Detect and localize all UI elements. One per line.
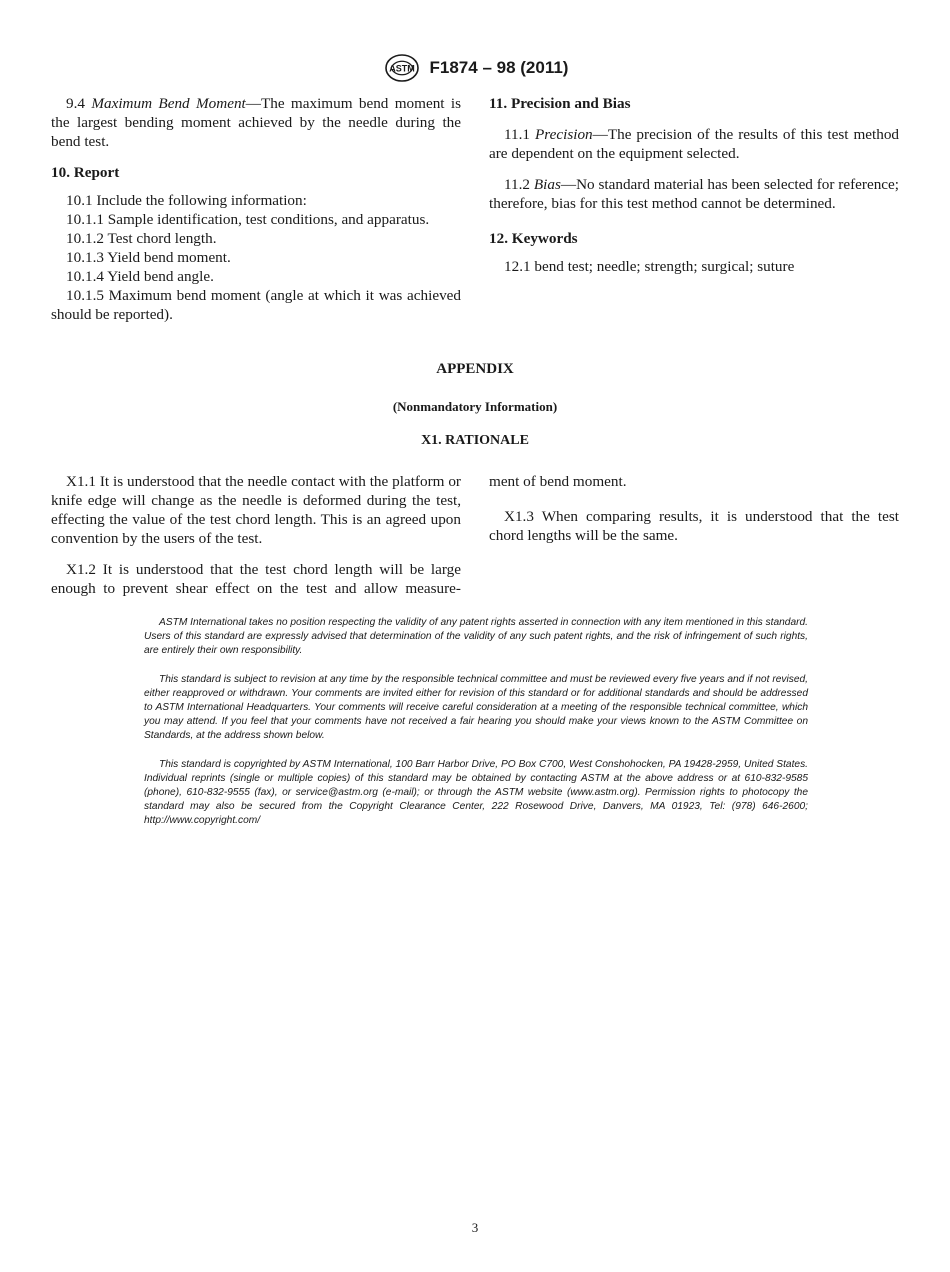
paragraph-x1-2: X1.2 It is understood that the test chord length will be large enough to prevent shear effect on the test and allow measure- [51,561,461,597]
list-item: 10.1.4 Yield bend angle. [66,268,214,285]
paragraph-x1-2-continued: ment of bend moment. [489,473,627,490]
section-heading-precision-bias: 11. Precision and Bias [489,95,631,112]
paragraph-body: —The precision of the results of this test method are dependent on the equipment selected. [489,126,900,162]
list-item: 10.1 Include the following information: [66,192,307,209]
paragraph-9-4 [51,94,461,151]
paragraph-x1-1: X1.1 It is understood that the needle contact with the platform or knife edge will change as the needle is deformed during the test, effecting the value of the test chord length. This is an agreed upon convention by the users of the test. [51,473,461,547]
logo-text: ASTM [388,63,415,74]
paragraph-number: 11.1 [504,126,531,143]
patent-notice: ASTM International takes no position respecting the validity of any patent rights asserted in connection with any item mentioned in this standard. Users of this standard are expressly advised that determination of the validity of any such patent rights, and the risk of infringement of such rights, are entirely their own responsibility. [144,617,808,656]
list-item: 10.1.1 Sample identification, test conditions, and apparatus. [66,211,430,228]
section-heading-report: 10. Report [51,164,120,181]
appendix-title: APPENDIX [436,361,514,377]
revision-notice: This standard is subject to revision at any time by the responsible technical committee and must be reviewed every five years and if not revised, either reapproved or withdrawn. Your comments are invited either for revision of this standard or for additional standards and should be addressed to ASTM International Headquarters. Your comments will receive careful consideration at a meeting of the responsible technical committee, which you may attend. If you feel that your comments have not received a fair hearing you should make your views known to the ASTM Committee on Standards, at the address shown below. [144,674,808,741]
paragraph-number: 9.4 [66,95,85,112]
list-item: 10.1.3 Yield bend moment. [66,249,231,266]
paragraph-body: —The maximum bend moment is the largest bending moment achieved by the needle during the bend test. [51,95,461,150]
page-number: 3 [471,1220,479,1235]
astm-logo-icon [382,53,422,83]
paragraph-x1-3: X1.3 When comparing results, it is understood that the test chord lengths will be the same. [489,508,899,544]
appendix-subtitle: (Nonmandatory Information) [392,399,558,414]
legal-notices [144,616,808,828]
paragraph-12-1: 12.1 bend test; needle; strength; surgical; suture [504,258,795,275]
appendix-left-column [51,472,461,598]
defined-term: Bias [533,176,561,193]
copyright-notice: This standard is copyrighted by ASTM International, 100 Barr Harbor Drive, PO Box C700, West Conshohocken, PA 19428-2959, United States. Individual reprints (single or multiple copies) of this standard may be obtained by contacting ASTM at the above address or at 610-832-9585 (phone), 610-832-9555 (fax), or service@astm.org (e-mail); or through the ASTM website (www.astm.org). Permission rights to photocopy the standard may also be secured from the Copyright Clearance Center, 222 Rosewood Drive, Danvers, MA 01923, Tel: (978) 646-2600; http://www.copyright.com/ [144,759,808,826]
paragraph-body: —No standard material has been selected for reference; therefore, bias for this test method cannot be determined. [489,176,899,212]
right-column [489,94,899,276]
paragraph-11-2 [489,175,899,213]
list-item: 10.1.2 Test chord length. [66,230,217,247]
list-item: 10.1.5 Maximum bend moment (angle at which it was achieved should be reported). [51,287,461,323]
defined-term: Precision [535,126,593,143]
document-designation: F1874 – 98 (2011) [429,58,569,77]
left-column [51,94,461,324]
paragraph-11-1 [489,125,899,163]
section-heading-keywords: 12. Keywords [489,230,578,247]
appendix-section-heading: X1. RATIONALE [421,433,529,448]
paragraph-number: 11.2 [504,176,531,193]
page-header [0,52,950,84]
defined-term: Maximum Bend Moment [91,95,246,112]
appendix-right-column [489,472,899,545]
